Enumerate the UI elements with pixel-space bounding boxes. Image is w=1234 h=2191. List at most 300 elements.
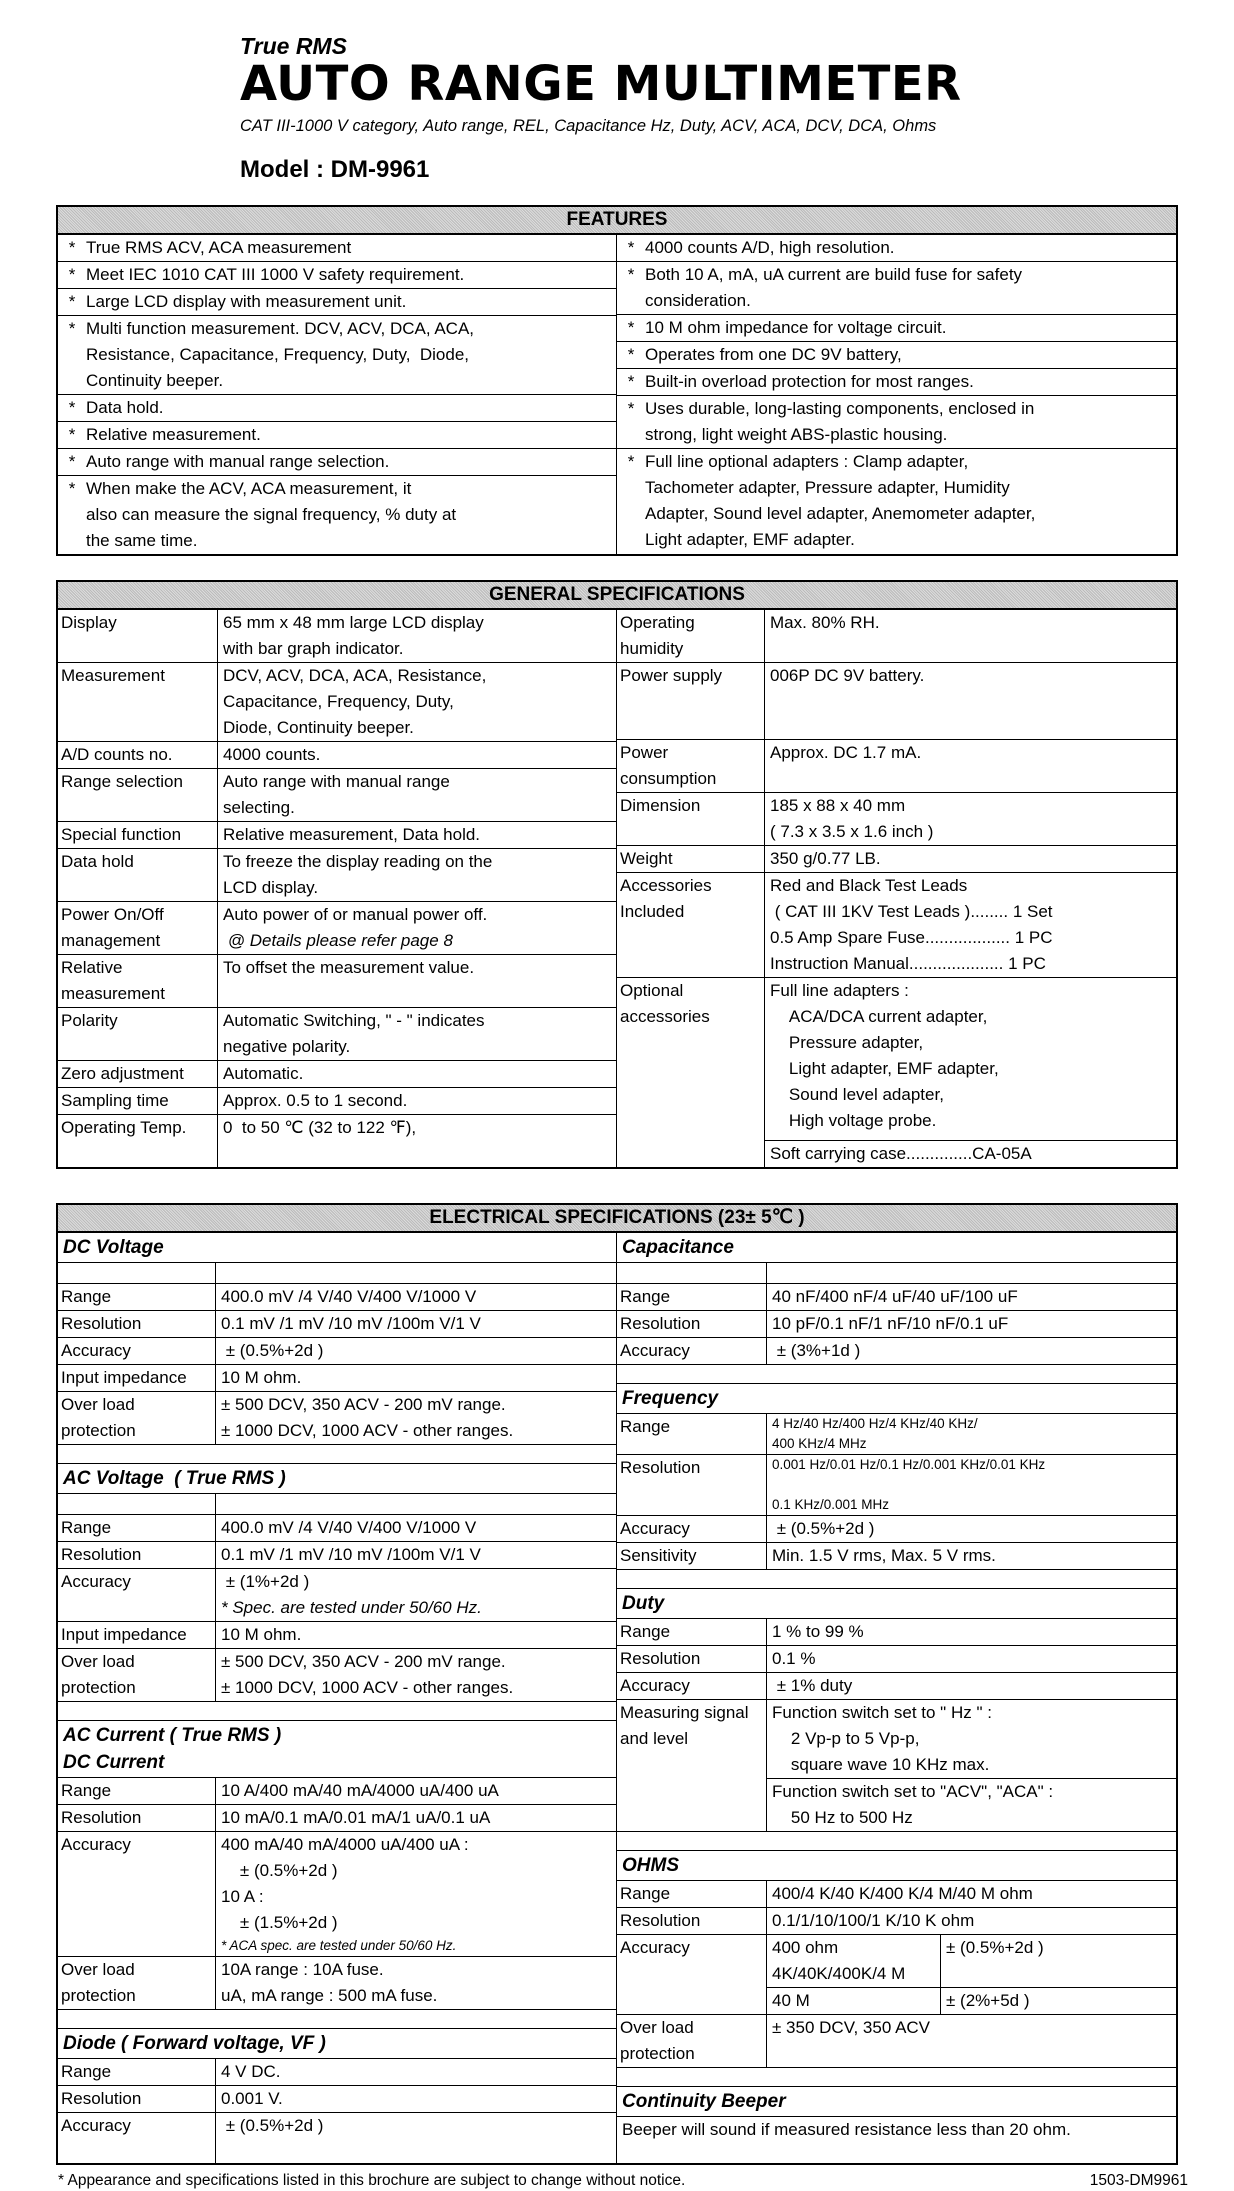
spec-value — [767, 1543, 1176, 1569]
spec-value-line: Automatic Switching, " - " indicates — [223, 1011, 485, 1031]
spec-label-line: Over load — [620, 2018, 694, 2038]
spec-label-line: Optional — [620, 981, 684, 1001]
feature-line: Tachometer adapter, Pressure adapter, Humidity — [645, 478, 1010, 498]
spec-value-line: 4000 counts. — [223, 745, 321, 765]
spec-label — [58, 1115, 218, 1167]
spec-value-line: ( CAT III 1KV Test Leads )........ 1 Set — [770, 902, 1053, 922]
asterisk-bullet: * — [627, 452, 635, 472]
spec-value — [216, 1284, 616, 1310]
feature-item — [617, 449, 1176, 553]
spec-value-part — [767, 1778, 1176, 1831]
spec-row — [617, 663, 1176, 740]
section-header-line: Duty — [622, 1593, 665, 1615]
spec-row — [617, 846, 1176, 873]
spec-label-line: Range — [61, 1518, 112, 1538]
spec-row — [58, 1569, 616, 1622]
category-subtitle: CAT III-1000 V category, Auto range, REL, Capacitance Hz, Duty, ACV, ACA, DCV, DCA, Ohms — [240, 117, 937, 136]
feature-item — [58, 395, 616, 422]
spec-label — [58, 769, 218, 821]
spec-value-line: uA, mA range : 500 mA fuse. — [221, 1986, 438, 2006]
section-header-line: DC Current — [63, 1752, 165, 1774]
asterisk-bullet: * — [68, 398, 76, 418]
spec-row — [617, 1284, 1176, 1311]
spec-label — [617, 1935, 767, 2014]
spec-row — [58, 1088, 616, 1115]
spec-label-line: Range — [620, 1884, 671, 1904]
spec-value — [765, 740, 1176, 792]
features-left-column — [58, 235, 617, 554]
spec-value — [218, 610, 616, 662]
spec-label — [58, 1284, 216, 1310]
spacer-row — [58, 2010, 616, 2029]
feature-line: 4000 counts A/D, high resolution. — [645, 238, 895, 258]
spec-value-line: ± (0.5%+2d ) — [946, 1938, 1044, 1958]
spec-value — [767, 1881, 1176, 1907]
spec-label-line: Accuracy — [620, 1676, 690, 1696]
spec-label — [58, 1569, 216, 1621]
spec-label — [58, 1338, 216, 1364]
spec-label-line: Range — [620, 1417, 671, 1437]
spec-label-line: Over load — [61, 1652, 135, 1672]
spec-label-line: Resolution — [61, 1314, 142, 1334]
spec-row — [58, 2059, 616, 2086]
accuracy-range-cell — [767, 1935, 941, 1987]
feature-item — [58, 316, 616, 395]
spec-value-line — [767, 1475, 1176, 1495]
feature-line: Operates from one DC 9V battery, — [645, 345, 902, 365]
spec-value-line: Approx. 0.5 to 1 second. — [223, 1091, 408, 1111]
spec-value — [765, 793, 1176, 845]
spec-row — [58, 1365, 616, 1392]
general-title-bar: GENERAL SPECIFICATIONS — [56, 580, 1178, 610]
spec-value-line: 0.5 Amp Spare Fuse.................. 1 PC — [770, 928, 1053, 948]
spacer-row — [617, 2068, 1176, 2087]
spec-label-line: consumption — [620, 769, 717, 789]
feature-text — [645, 342, 1176, 368]
spec-row — [58, 1284, 616, 1311]
spec-label-line: Range selection — [61, 772, 183, 792]
feature-line: Uses durable, long-lasting components, enclosed in — [645, 399, 1035, 419]
spec-value-line: 0.001 V. — [221, 2089, 283, 2109]
feature-item — [58, 476, 616, 554]
spec-value — [216, 1311, 616, 1337]
spec-label — [617, 740, 765, 792]
spec-label — [58, 1365, 216, 1391]
spec-label-line: Range — [61, 1287, 112, 1307]
spec-label — [58, 849, 218, 901]
spec-row — [617, 1881, 1176, 1908]
spec-value-line: 400 mA/40 mA/4000 uA/400 uA : — [221, 1835, 469, 1855]
spec-label-line: Range — [61, 1781, 112, 1801]
spec-label — [58, 955, 218, 1007]
spec-value-line: 4K/40K/400K/4 M — [772, 1964, 906, 1984]
spec-label-line: Over load — [61, 1960, 135, 1980]
spec-value — [216, 1649, 616, 1701]
spec-value-line: 185 x 88 x 40 mm — [770, 796, 906, 816]
spec-value-line: High voltage probe. — [770, 1111, 937, 1131]
spec-value — [767, 1673, 1176, 1699]
feature-line: Light adapter, EMF adapter. — [645, 530, 855, 550]
feature-line: Built-in overload protection for most ranges. — [645, 372, 974, 392]
feature-line: Multi function measurement. DCV, ACV, DCA, ACA, — [86, 319, 475, 339]
spec-label-line: accessories — [620, 1007, 710, 1027]
spec-value — [767, 1455, 1176, 1515]
spec-label-line: Range — [61, 2062, 112, 2082]
empty-label-cell — [58, 1263, 216, 1283]
spec-value-line: 0.1 mV /1 mV /10 mV /100m V/1 V — [221, 1545, 481, 1565]
spec-row — [58, 1649, 616, 1702]
spec-value — [216, 1515, 616, 1541]
page-footer — [58, 2171, 1188, 2191]
spec-value-line: ± (1.5%+2d ) — [221, 1913, 338, 1933]
asterisk-bullet: * — [627, 399, 635, 419]
spec-value-line: Approx. DC 1.7 mA. — [770, 743, 922, 763]
spec-value — [767, 1908, 1176, 1934]
spec-label — [58, 822, 218, 848]
spec-row — [617, 1700, 1176, 1832]
feature-item — [617, 235, 1176, 262]
spec-row — [58, 822, 616, 849]
spec-label — [58, 1805, 216, 1831]
general-columns — [56, 610, 1178, 1169]
spec-value-line: * Spec. are tested under 50/60 Hz. — [221, 1598, 482, 1618]
spec-label — [58, 1088, 218, 1114]
spec-label — [617, 1543, 767, 1569]
feature-line: Continuity beeper. — [86, 371, 224, 391]
spec-label — [617, 1338, 767, 1364]
spec-value-line: 0.001 Hz/0.01 Hz/0.1 Hz/0.001 KHz/0.01 KHz — [772, 1457, 1046, 1473]
feature-line: 10 M ohm impedance for voltage circuit. — [645, 318, 947, 338]
spec-row — [58, 849, 616, 902]
features-table — [56, 205, 1178, 556]
spec-row — [58, 1622, 616, 1649]
feature-line: Large LCD display with measurement unit. — [86, 292, 407, 312]
asterisk-bullet: * — [627, 318, 635, 338]
electrical-title-bar: ELECTRICAL SPECIFICATIONS (23± 5℃ ) — [56, 1203, 1178, 1233]
spec-row — [58, 742, 616, 769]
spec-label-line: Polarity — [61, 1011, 118, 1031]
spec-value — [767, 2015, 1176, 2067]
spec-label-line: Resolution — [61, 1545, 142, 1565]
page-title: AUTO RANGE MULTIMETER — [240, 56, 962, 113]
features-title-bar: FEATURES — [56, 205, 1178, 235]
spec-row — [58, 610, 616, 663]
spec-row — [58, 1542, 616, 1569]
spec-value-line: ± 500 DCV, 350 ACV - 200 mV range. — [221, 1652, 506, 1672]
feature-line: the same time. — [86, 531, 198, 551]
feature-line: Relative measurement. — [86, 425, 261, 445]
spec-row — [617, 2117, 1176, 2163]
spec-label — [617, 1455, 767, 1515]
electrical-left-column — [58, 1233, 617, 2163]
spec-row — [617, 1455, 1176, 1516]
spec-value-line: Sound level adapter, — [770, 1085, 944, 1105]
spec-label-line: Resolution — [61, 1808, 142, 1828]
spec-label-line: Accuracy — [61, 1341, 131, 1361]
feature-text — [86, 289, 616, 315]
feature-text — [645, 396, 1176, 448]
spec-label-line: Special function — [61, 825, 182, 845]
spec-label — [58, 1061, 218, 1087]
empty-label-cell — [58, 1494, 216, 1514]
spec-value-line: Diode, Continuity beeper. — [223, 718, 414, 738]
spec-value — [216, 1957, 616, 2009]
spec-value-line: ± 1000 DCV, 1000 ACV - other ranges. — [221, 1678, 514, 1698]
spec-row — [617, 1619, 1176, 1646]
spec-value — [218, 663, 616, 741]
spec-value — [216, 2113, 616, 2163]
general-left-column — [58, 610, 617, 1167]
asterisk-bullet: * — [68, 238, 76, 258]
spec-value-line: 0.1 % — [772, 1649, 816, 1669]
electrical-right-column — [617, 1233, 1176, 2163]
spec-label-line: Accuracy — [61, 1572, 131, 1592]
spec-label — [58, 1832, 216, 1956]
spec-label-line: humidity — [620, 639, 684, 659]
section-header — [617, 1851, 1176, 1881]
spec-row — [58, 2086, 616, 2113]
spec-row — [617, 1646, 1176, 1673]
accuracy-subrow — [767, 1935, 1176, 1987]
spec-row — [58, 663, 616, 742]
spec-value — [218, 1115, 616, 1167]
spec-value — [216, 1392, 616, 1444]
spec-value — [216, 1569, 616, 1621]
spec-value-line: 400/4 K/40 K/400 K/4 M/40 M ohm — [772, 1884, 1033, 1904]
spec-value — [216, 1365, 616, 1391]
spec-value — [216, 1832, 616, 1956]
asterisk-bullet: * — [627, 238, 635, 258]
spec-value-line: DCV, ACV, DCA, ACA, Resistance, — [223, 666, 487, 686]
spec-label-line: Range — [620, 1287, 671, 1307]
feature-text — [645, 262, 1176, 314]
spec-value-line: 10 A/400 mA/40 mA/4000 uA/400 uA — [221, 1781, 499, 1801]
spec-value-line: Function switch set to " Hz " : — [772, 1703, 992, 1723]
spec-value — [765, 610, 1176, 662]
general-right-column — [617, 610, 1176, 1167]
feature-line: Both 10 A, mA, uA current are build fuse for safety — [645, 265, 1023, 285]
spec-value — [767, 1338, 1176, 1364]
spec-value-line: 50 Hz to 500 Hz — [772, 1808, 913, 1828]
features-columns — [56, 235, 1178, 556]
feature-line: Adapter, Sound level adapter, Anemometer adapter, — [645, 504, 1036, 524]
section-header — [58, 2029, 616, 2059]
features-right-column — [617, 235, 1176, 554]
spec-label — [58, 2086, 216, 2112]
spec-label-line: protection — [61, 1678, 136, 1698]
spec-value-line: ± (2%+5d ) — [946, 1991, 1030, 2011]
spec-label — [617, 2015, 767, 2067]
spec-label — [617, 846, 765, 872]
spec-value — [218, 902, 616, 954]
spec-label — [617, 1673, 767, 1699]
feature-text — [86, 422, 616, 448]
spec-label-line: Over load — [61, 1395, 135, 1415]
spec-value — [767, 1646, 1176, 1672]
spec-value-line: 0.1/1/10/100/1 K/10 K ohm — [772, 1911, 975, 1931]
spec-label — [617, 1414, 767, 1454]
spec-label — [58, 1311, 216, 1337]
spec-value-line: 400.0 mV /4 V/40 V/400 V/1000 V — [221, 1518, 477, 1538]
spec-label-line: Resolution — [620, 1649, 701, 1669]
asterisk-bullet: * — [68, 425, 76, 445]
feature-text — [645, 369, 1176, 395]
spec-label-line: A/D counts no. — [61, 745, 173, 765]
spec-value — [218, 822, 616, 848]
spec-row — [617, 1543, 1176, 1570]
spec-value-line: Function switch set to "ACV", "ACA" : — [772, 1782, 1054, 1802]
spec-row — [58, 1392, 616, 1445]
feature-item — [58, 235, 616, 262]
feature-item — [617, 262, 1176, 315]
spec-label-line: Sampling time — [61, 1091, 169, 1111]
spec-value-line: Soft carrying case..............CA-05A — [770, 1144, 1032, 1164]
spec-row — [58, 769, 616, 822]
spec-value — [767, 1700, 1176, 1831]
spec-label — [58, 610, 218, 662]
spec-value — [218, 849, 616, 901]
feature-text — [645, 235, 1176, 261]
feature-text — [86, 316, 616, 394]
spec-value-line: 10 M ohm. — [221, 1368, 302, 1388]
spec-label — [617, 1881, 767, 1907]
section-header-line: Diode ( Forward voltage, VF ) — [63, 2033, 326, 2055]
spec-row — [617, 1908, 1176, 1935]
spec-label-line: Resolution — [61, 2089, 142, 2109]
spec-label — [617, 1516, 767, 1542]
spec-value-line: Light adapter, EMF adapter, — [770, 1059, 999, 1079]
spec-value-line: 400 KHz/4 MHz — [772, 1436, 867, 1452]
feature-item — [58, 262, 616, 289]
spec-value — [216, 2086, 616, 2112]
spec-label — [617, 978, 765, 1167]
spec-value-line: Red and Black Test Leads — [770, 876, 968, 896]
feature-line: True RMS ACV, ACA measurement — [86, 238, 352, 258]
spec-label-line: Included — [620, 902, 685, 922]
spec-value — [767, 1619, 1176, 1645]
feature-text — [645, 449, 1176, 553]
section-header — [58, 1233, 616, 1263]
spec-value-line: 1 % to 99 % — [772, 1622, 864, 1642]
feature-text — [86, 235, 616, 261]
spec-row — [58, 1805, 616, 1832]
spec-value-line: 65 mm x 48 mm large LCD display — [223, 613, 484, 633]
section-header-line: AC Current ( True RMS ) — [63, 1725, 282, 1747]
spec-row — [617, 1935, 1176, 2015]
spec-value-line: 10 A : — [221, 1887, 264, 1907]
asterisk-bullet: * — [627, 372, 635, 392]
feature-text — [86, 262, 616, 288]
spec-value-line: To offset the measurement value. — [223, 958, 475, 978]
spec-value — [617, 2117, 1176, 2163]
spec-value — [767, 1516, 1176, 1542]
spec-value-line: negative polarity. — [223, 1037, 351, 1057]
spec-value — [216, 1338, 616, 1364]
spec-label-line: Range — [620, 1622, 671, 1642]
spec-value-line: Instruction Manual.................... 1 PC — [770, 954, 1046, 974]
spec-label — [617, 1284, 767, 1310]
spec-label — [58, 1008, 218, 1060]
spec-row — [58, 1778, 616, 1805]
spec-value-line: ± 350 DCV, 350 ACV — [772, 2018, 931, 2038]
spec-value — [765, 846, 1176, 872]
spec-value-line: 10 mA/0.1 mA/0.01 mA/1 uA/0.1 uA — [221, 1808, 491, 1828]
spec-value-line: ± (1%+2d ) — [221, 1572, 310, 1592]
spec-value — [767, 1311, 1176, 1337]
asterisk-bullet: * — [68, 319, 76, 339]
spec-value-line: 40 nF/400 nF/4 uF/40 uF/100 uF — [772, 1287, 1018, 1307]
spec-label — [58, 2113, 216, 2163]
spec-label-line: Operating Temp. — [61, 1118, 187, 1138]
model-number: Model : DM-9961 — [240, 156, 430, 184]
spec-label-line: protection — [61, 1421, 136, 1441]
spec-value-line: ± 1% duty — [772, 1676, 853, 1696]
accuracy-range-cell — [767, 1988, 941, 2014]
spec-row — [617, 2015, 1176, 2068]
section-header-line: Continuity Beeper — [622, 2091, 786, 2113]
spec-label-line: Zero adjustment — [61, 1064, 184, 1084]
spec-label — [617, 663, 765, 739]
spec-label — [58, 1622, 216, 1648]
feature-item — [617, 396, 1176, 449]
spec-value-line: Pressure adapter, — [770, 1033, 924, 1053]
spec-value — [216, 1778, 616, 1804]
spec-label — [617, 793, 765, 845]
general-specifications-table — [56, 580, 1178, 1169]
spec-value — [218, 1088, 616, 1114]
section-header — [617, 2087, 1176, 2117]
spec-label — [617, 1700, 767, 1831]
spec-label — [617, 1619, 767, 1645]
spec-label-line: Relative — [61, 958, 123, 978]
spec-value-line: 400.0 mV /4 V/40 V/400 V/1000 V — [221, 1287, 477, 1307]
feature-line: When make the ACV, ACA measurement, it — [86, 479, 412, 499]
spec-row — [617, 978, 1176, 1167]
asterisk-bullet: * — [627, 345, 635, 365]
spec-row — [617, 1338, 1176, 1365]
spec-value-line: Relative measurement, Data hold. — [223, 825, 481, 845]
spec-value-line: Beeper will sound if measured resistance less than 20 ohm. — [622, 2120, 1071, 2140]
spec-value — [767, 1414, 1176, 1454]
spec-value-line: 10A range : 10A fuse. — [221, 1960, 384, 1980]
empty-row — [58, 1494, 616, 1515]
spec-value — [216, 1622, 616, 1648]
spec-label-line: Data hold — [61, 852, 134, 872]
spec-value-line: 2 Vp-p to 5 Vp-p, — [772, 1729, 920, 1749]
spec-value-part — [765, 1140, 1176, 1167]
section-header — [617, 1589, 1176, 1619]
spec-value-line: square wave 10 KHz max. — [772, 1755, 990, 1775]
spec-value-line: 350 g/0.77 LB. — [770, 849, 881, 869]
spec-label-line: Operating — [620, 613, 695, 633]
true-rms-label: True RMS — [240, 33, 347, 59]
spec-row — [58, 1957, 616, 2010]
section-header-line: DC Voltage — [63, 1237, 164, 1259]
spec-label — [617, 1646, 767, 1672]
spec-value-line: ± (0.5%+2d ) — [221, 1341, 324, 1361]
spec-value-line: Automatic. — [223, 1064, 304, 1084]
spec-label-line: Accuracy — [61, 2116, 131, 2136]
spec-value — [218, 1061, 616, 1087]
feature-text — [86, 449, 616, 475]
spec-value — [765, 978, 1176, 1167]
feature-text — [86, 476, 616, 554]
spec-value-line: Max. 80% RH. — [770, 613, 880, 633]
spec-value-line: 400 ohm — [772, 1938, 839, 1958]
feature-text — [86, 395, 616, 421]
empty-row — [58, 1263, 616, 1284]
spec-label-line: Accuracy — [620, 1519, 690, 1539]
